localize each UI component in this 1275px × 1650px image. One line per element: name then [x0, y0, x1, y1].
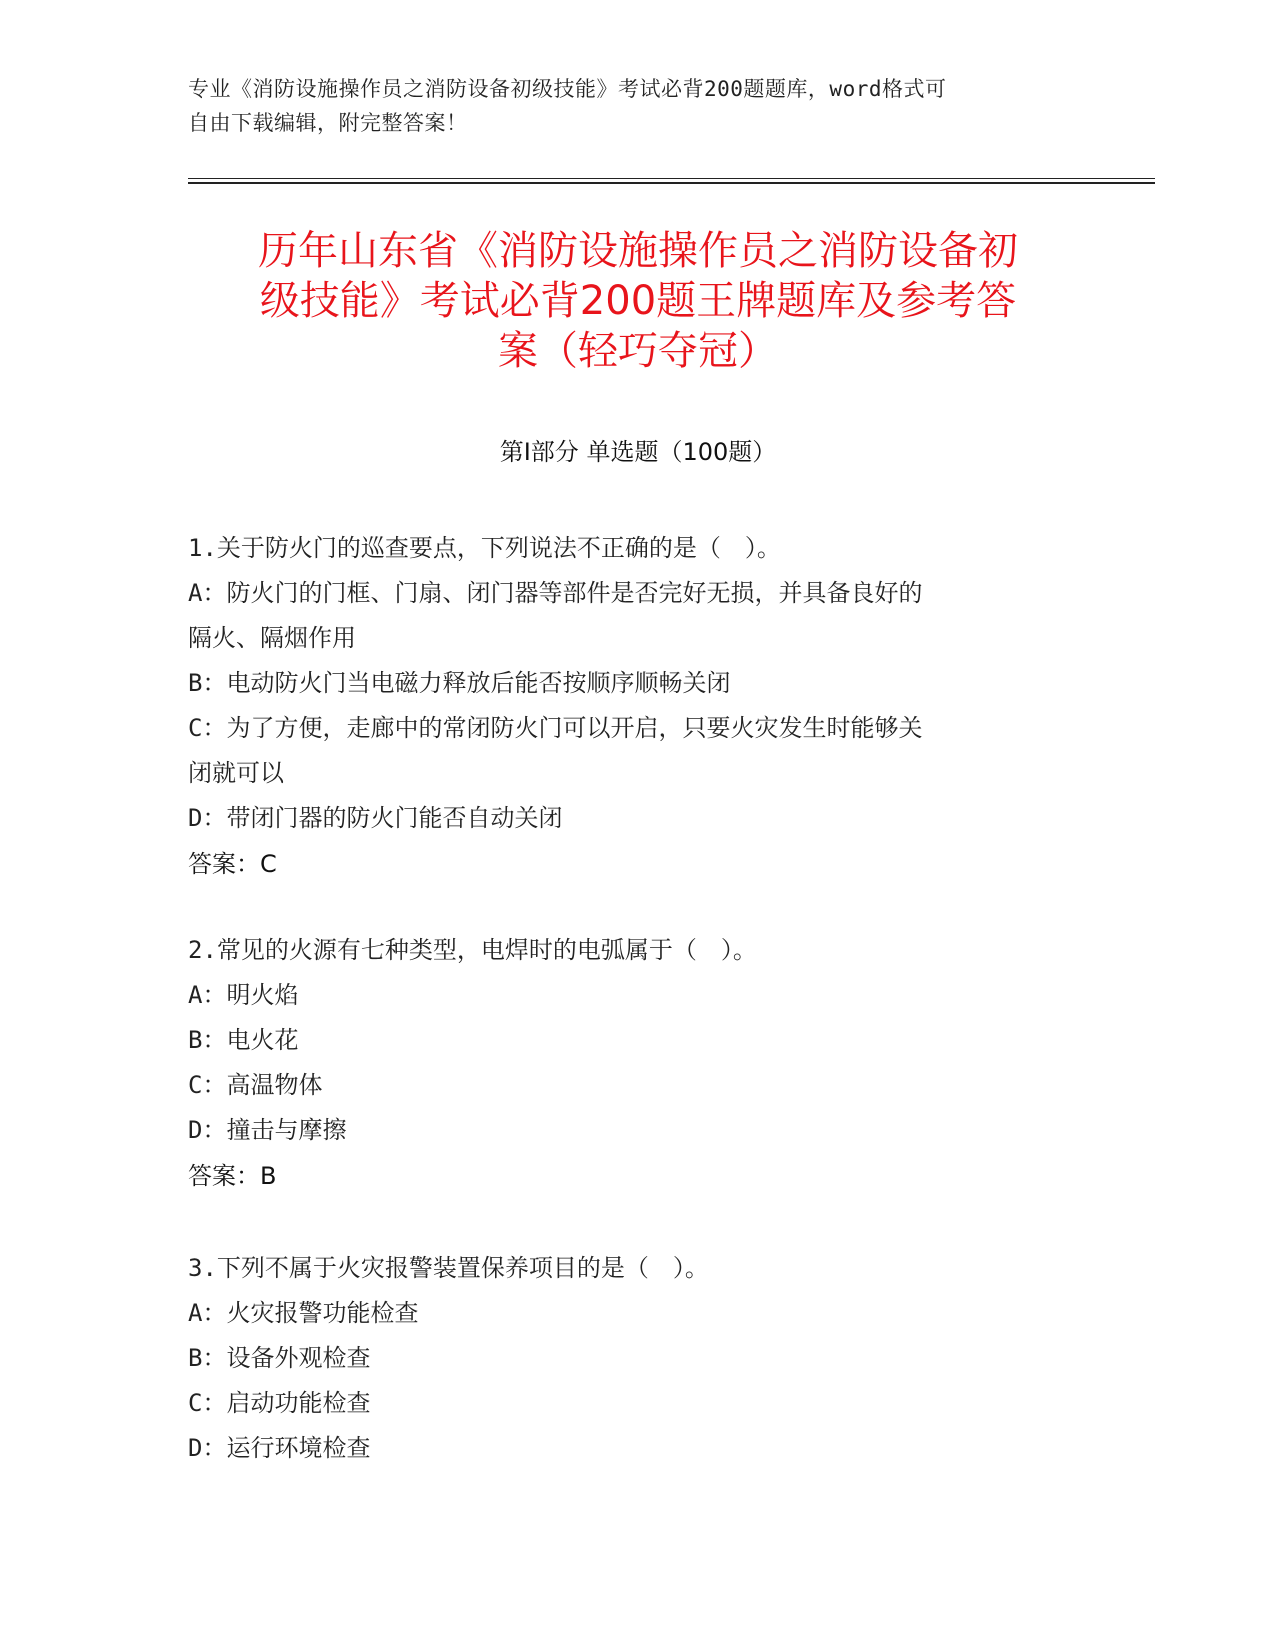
option-d: D：运行环境检查	[188, 1434, 371, 1462]
title-line-3: 案（轻巧夺冠）	[498, 328, 778, 374]
header-divider-thick	[188, 182, 1155, 184]
option-a: A：火灾报警功能检查	[188, 1299, 419, 1327]
option-c: C：高温物体	[188, 1071, 323, 1099]
question-stem: 1.关于防火门的巡查要点，下列说法不正确的是（ ）。	[188, 534, 781, 562]
option-d: D：带闭门器的防火门能否自动关闭	[188, 804, 563, 832]
document-title	[188, 226, 1088, 376]
header-note-line-2: 自由下载编辑，附完整答案！	[188, 111, 468, 135]
option-b: B：电火花	[188, 1026, 299, 1054]
option-a-continued: 隔火、隔烟作用	[188, 624, 356, 652]
option-c: C：启动功能检查	[188, 1389, 371, 1417]
header-note	[188, 72, 1088, 140]
option-c-continued: 闭就可以	[188, 759, 284, 787]
option-c: C：为了方便，走廊中的常闭防火门可以开启，只要火灾发生时能够关	[188, 714, 923, 742]
question-stem: 3.下列不属于火灾报警装置保养项目的是（ ）。	[188, 1254, 709, 1282]
option-b: B：设备外观检查	[188, 1344, 371, 1372]
title-line-2: 级技能》考试必背200题王牌题库及参考答	[259, 278, 1017, 324]
question-stem: 2.常见的火源有七种类型，电焊时的电弧属于（ ）。	[188, 936, 757, 964]
option-a: A：防火门的门框、门扇、闭门器等部件是否完好无损，并具备良好的	[188, 579, 923, 607]
title-line-1: 历年山东省《消防设施操作员之消防设备初	[258, 228, 1018, 274]
header-note-line-1: 专业《消防设施操作员之消防设备初级技能》考试必背200题题库，word格式可	[188, 77, 947, 101]
question-block	[188, 928, 1068, 1199]
question-block	[188, 526, 1068, 887]
section-heading: 第Ⅰ部分 单选题（100题）	[499, 438, 777, 466]
option-a: A：明火焰	[188, 981, 299, 1009]
answer-line: 答案：C	[188, 850, 277, 878]
option-b: B：电动防火门当电磁力释放后能否按顺序顺畅关闭	[188, 669, 731, 697]
option-d: D：撞击与摩擦	[188, 1116, 347, 1144]
answer-line: 答案：B	[188, 1162, 277, 1190]
header-divider-thin	[188, 178, 1155, 179]
question-block	[188, 1246, 1068, 1471]
